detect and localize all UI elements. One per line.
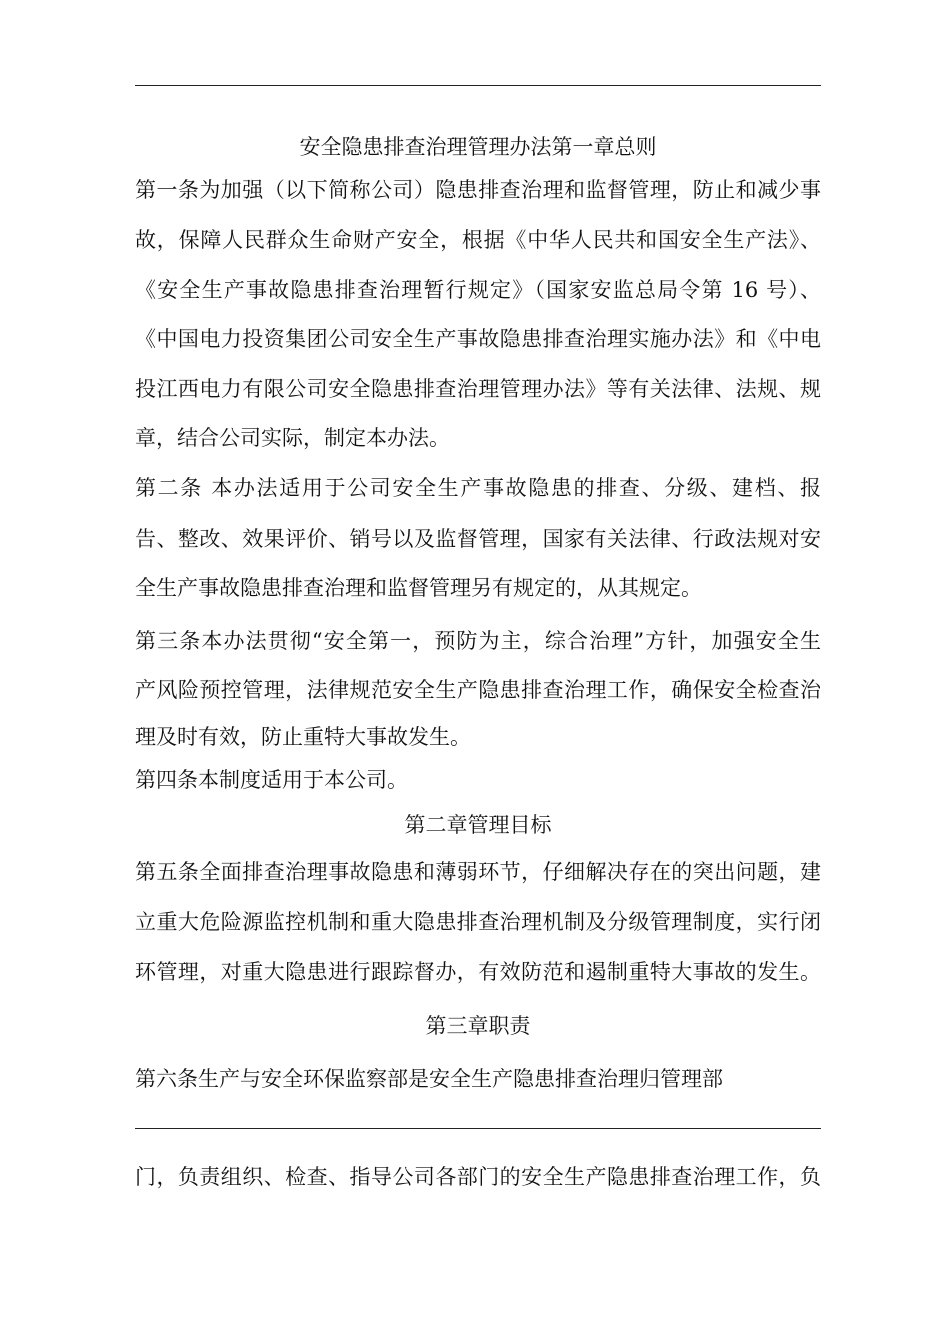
paragraph-line: 第五条全面排查治理事故隐患和薄弱环节，仔细解决存在的突出问题，建	[135, 860, 821, 884]
paragraph-line: 《安全生产事故隐患排查治理暂行规定》（国家安监总局令第 16 号）、	[135, 278, 821, 302]
paragraph-line: 环管理，对重大隐患进行跟踪督办，有效防范和遏制重特大事故的发生。	[135, 960, 821, 984]
paragraph-line: 第二条 本办法适用于公司安全生产事故隐患的排查、分级、建档、报	[135, 476, 821, 500]
page-break-rule	[135, 1128, 821, 1129]
paragraph-line: 故，保障人民群众生命财产安全，根据《中华人民共和国安全生产法》、	[135, 228, 821, 252]
paragraph-line: 理及时有效，防止重特大事故发生。	[135, 725, 471, 749]
header-rule	[135, 85, 821, 86]
paragraph-line: 门，负责组织、检查、指导公司各部门的安全生产隐患排查治理工作，负	[135, 1165, 821, 1189]
paragraph-line: 立重大危险源监控机制和重大隐患排查治理机制及分级管理制度，实行闭	[135, 910, 821, 934]
paragraph-line: 《中国电力投资集团公司安全生产事故隐患排查治理实施办法》和《中电	[135, 327, 821, 351]
paragraph-line: 第四条本制度适用于本公司。	[135, 768, 408, 792]
paragraph-line: 第一条为加强（以下简称公司）隐患排查治理和监督管理，防止和减少事	[135, 178, 821, 202]
document-title: 安全隐患排查治理管理办法第一章总则	[299, 135, 657, 159]
paragraph-line: 告、整改、效果评价、销号以及监督管理，国家有关法律、行政法规对安	[135, 527, 821, 551]
paragraph-line: 第六条生产与安全环保监察部是安全生产隐患排查治理归管理部	[135, 1067, 723, 1091]
paragraph-line: 全生产事故隐患排查治理和监督管理另有规定的，从其规定。	[135, 576, 702, 600]
paragraph-line: 投江西电力有限公司安全隐患排查治理管理办法》等有关法律、法规、规	[135, 377, 821, 401]
paragraph-line: 第三条本办法贯彻“安全第一，预防为主，综合治理”方针，加强安全生	[135, 629, 821, 653]
paragraph-line: 章，结合公司实际，制定本办法。	[135, 426, 450, 450]
chapter-heading: 第二章管理目标	[404, 813, 552, 837]
paragraph-line: 产风险预控管理，法律规范安全生产隐患排查治理工作，确保安全检查治	[135, 678, 821, 702]
chapter-heading: 第三章职责	[425, 1014, 531, 1038]
